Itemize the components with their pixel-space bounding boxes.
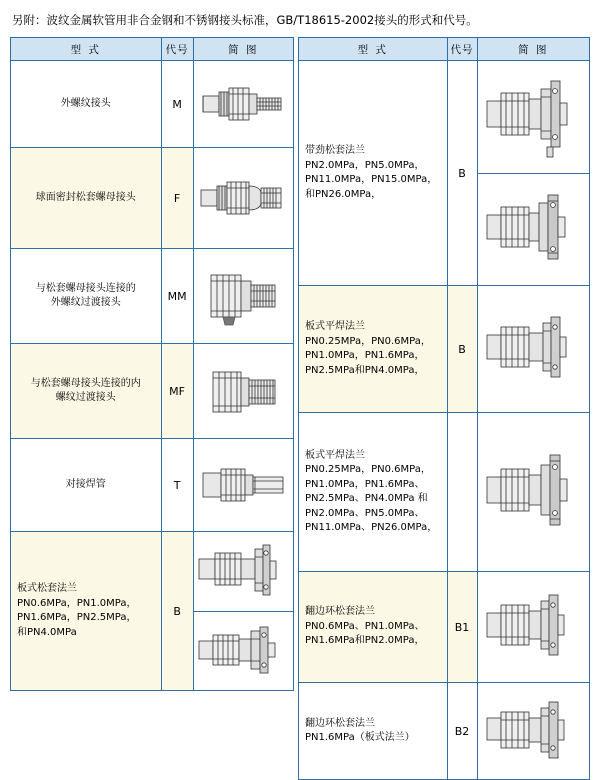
row-code: B (447, 61, 477, 286)
row-label: 翻边环松套法兰 PN1.6MPa（板式法兰） (299, 683, 448, 780)
right-fitting-table (298, 37, 590, 780)
row-code: B1 (447, 572, 477, 683)
row-figure-plate-loose-flange (193, 532, 293, 612)
row-label: 球面密封松套螺母接头 (11, 148, 162, 249)
row-label: 板式平焊法兰 PN0.25MPa，PN0.6MPa， PN1.0MPa，PN1.6MPa、 PN2.5MPa、PN4.0MPa 和 PN2.0MPa、PN5.0MPa、 PN11.0MPa、PN26.0MPa， (299, 413, 448, 572)
threaded-union-fitting-icon (197, 74, 289, 134)
row-label: 外螺纹接头 (11, 61, 162, 148)
row-label: 与松套螺母接头连接的内 螺纹过渡接头 (11, 344, 162, 439)
table-row (11, 61, 294, 148)
table-row (11, 148, 294, 249)
row-label: 带劲松套法兰 PN2.0MPa，PN5.0MPa， PN11.0MPa，PN15.0MPa， 和PN26.0MPa， (299, 61, 448, 286)
table-row (11, 344, 294, 439)
row-label: 翻边环松套法兰 PN0.6MPa、PN1.0MPa、 PN1.6MPa和PN2.0MPa， (299, 572, 448, 683)
row-figure-ribbed-loose-flange-2 (477, 173, 589, 286)
row-label: 与松套螺母接头连接的 外螺纹过渡接头 (11, 249, 162, 344)
row-code: T (161, 439, 193, 532)
row-figure-plate-welding-flange-1 (477, 286, 589, 413)
header-code: 代号 (161, 38, 193, 61)
table-row (299, 61, 590, 174)
ribbed-loose-flange-2-icon (481, 181, 585, 277)
lap-joint-flange-1-icon (481, 581, 585, 673)
lap-joint-flange-2-icon (481, 690, 585, 772)
left-fitting-table (10, 37, 294, 691)
row-figure-lap-joint-flange-1 (477, 572, 589, 683)
spherical-seal-union-nut-icon (197, 166, 289, 230)
row-code: B2 (447, 683, 477, 780)
table-row (299, 572, 590, 683)
row-figure-plate-loose-flange-alt (193, 611, 293, 691)
header-figure: 简 图 (477, 38, 589, 61)
male-thread-adapter-icon (197, 265, 289, 327)
row-code: M (161, 61, 193, 148)
row-code: B (161, 532, 193, 691)
table-row (11, 439, 294, 532)
row-figure-plate-welding-flange-2 (477, 413, 589, 572)
table-row (299, 286, 590, 413)
row-label: 对接焊管 (11, 439, 162, 532)
row-label: 板式松套法兰 PN0.6MPa，PN1.0MPa， PN1.6MPa，PN2.5MPa， 和PN4.0MPa (11, 532, 162, 691)
row-code: F (161, 148, 193, 249)
table-row (11, 532, 294, 612)
table-row (299, 683, 590, 780)
row-figure-threaded-union-fitting (193, 61, 293, 148)
female-thread-adapter-icon (197, 360, 289, 422)
tables-container (10, 37, 590, 780)
row-code: MF (161, 344, 193, 439)
table-row (299, 413, 590, 572)
header-type: 型 式 (11, 38, 162, 61)
row-figure-male-thread-adapter (193, 249, 293, 344)
row-label: 板式平焊法兰 PN0.25MPa，PN0.6MPa， PN1.0MPa，PN1.6MPa， PN2.5MPa和PN4.0MPa， (299, 286, 448, 413)
row-code (447, 413, 477, 572)
table-header-row (11, 38, 294, 61)
row-figure-female-thread-adapter (193, 344, 293, 439)
row-figure-lap-joint-flange-2 (477, 683, 589, 780)
ribbed-loose-flange-1-icon (481, 69, 585, 165)
row-figure-butt-weld-pipe (193, 439, 293, 532)
table-header-row (299, 38, 590, 61)
header-type: 型 式 (299, 38, 448, 61)
row-figure-spherical-seal-union-nut (193, 148, 293, 249)
header-figure: 简 图 (193, 38, 293, 61)
header-code: 代号 (447, 38, 477, 61)
row-figure-ribbed-loose-flange-1 (477, 61, 589, 174)
butt-weld-pipe-icon (197, 457, 289, 513)
plate-welding-flange-2-icon (481, 437, 585, 547)
row-code: B (447, 286, 477, 413)
plate-loose-flange-alt-icon (195, 617, 291, 685)
row-code: MM (161, 249, 193, 344)
plate-welding-flange-1-icon (481, 301, 585, 397)
plate-loose-flange-icon (195, 537, 291, 605)
page-title: 另附：波纹金属软管用非合金钢和不锈钢接头标准，GB/T18615-2002接头的形式和代号。 (12, 13, 478, 27)
table-row (11, 249, 294, 344)
